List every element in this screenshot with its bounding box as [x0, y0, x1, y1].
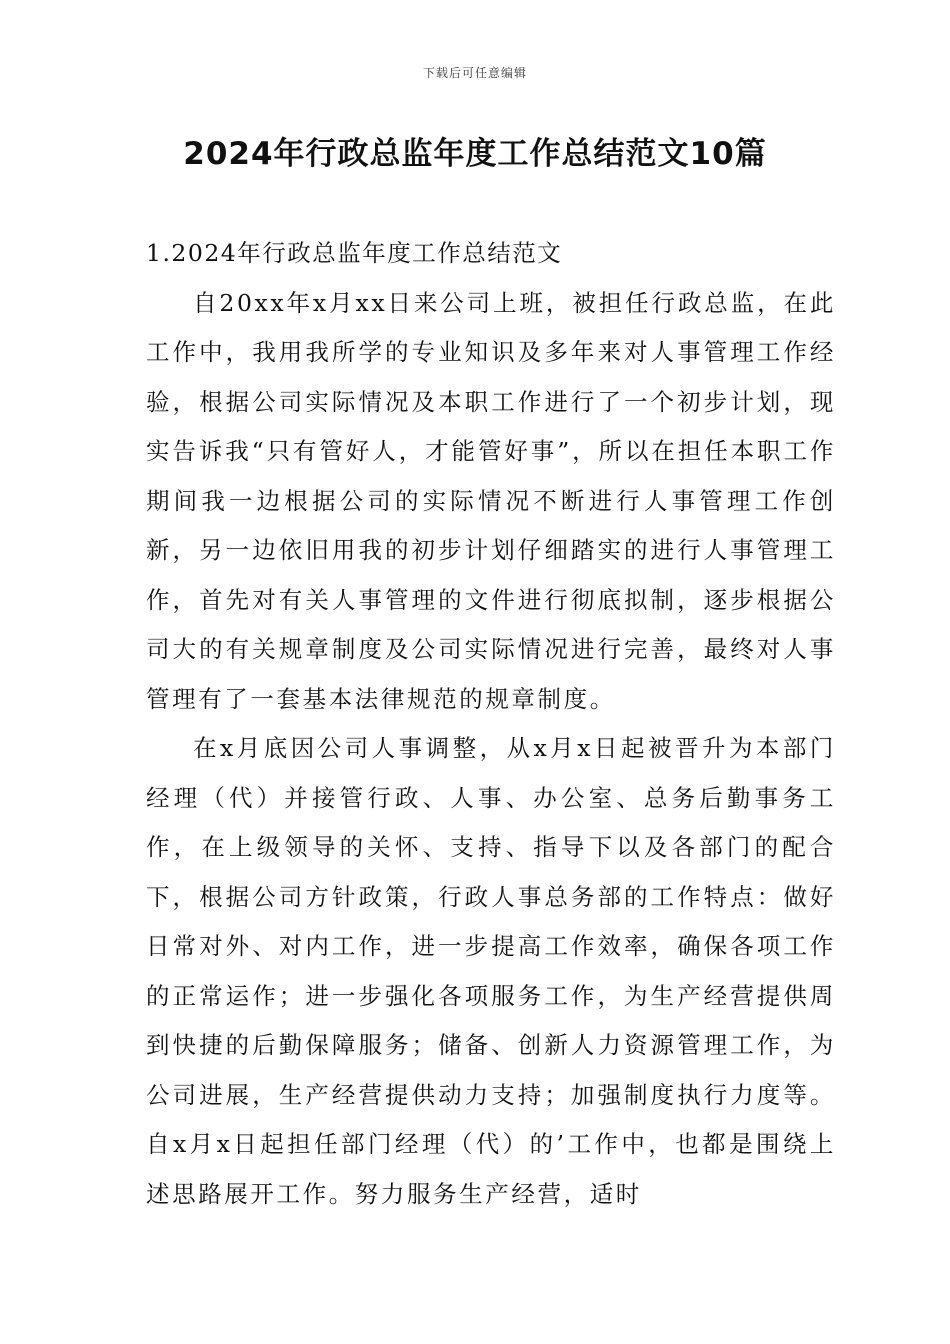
paragraph-1: 自20xx年x月xx日来公司上班，被担任行政总监，在此工作中，我用我所学的专业知识及多年来对人事管理工作经验，根据公司实际情况及本职工作进行了一个初步计划，现实告诉我“只有管好人，才能管好事”，所以在担任本职工作期间我一边根据公司的实际情况不断进行人事管理工作创新，另一边依旧用我的初步计划仔细踏实的进行人事管理工作，首先对有关人事管理的文件进行彻底拟制，逐步根据公司大的有关规章制度及公司实际情况进行完善，最终对人事管理有了一套基本法律规范的规章制度。	[146, 288, 836, 713]
header-note: 下载后可任意编辑	[422, 66, 527, 80]
document-title: 2024年行政总监年度工作总结范文10篇	[183, 136, 767, 172]
document-body	[146, 229, 836, 1219]
section-heading: 1.2024年行政总监年度工作总结范文	[146, 239, 563, 267]
paragraph-2: 在x月底因公司人事调整，从x月x日起被晋升为本部门经理（代）并接管行政、人事、办公室、总务后勤事务工作，在上级领导的关怀、支持、指导下以及各部门的配合下，根据公司方针政策，行政人事总务部的工作特点：做好日常对外、对内工作，进一步提高工作效率，确保各项工作的正常运作；进一步强化各项服务工作，为生产经营提供周到快捷的后勤保障服务；储备、创新人力资源管理工作，为公司进展，生产经营提供动力支持；加强制度执行力度等。自x月x日起担任部门经理（代）的’工作中，也都是围绕上述思路展开工作。努力服务生产经营，适时	[146, 734, 836, 1208]
